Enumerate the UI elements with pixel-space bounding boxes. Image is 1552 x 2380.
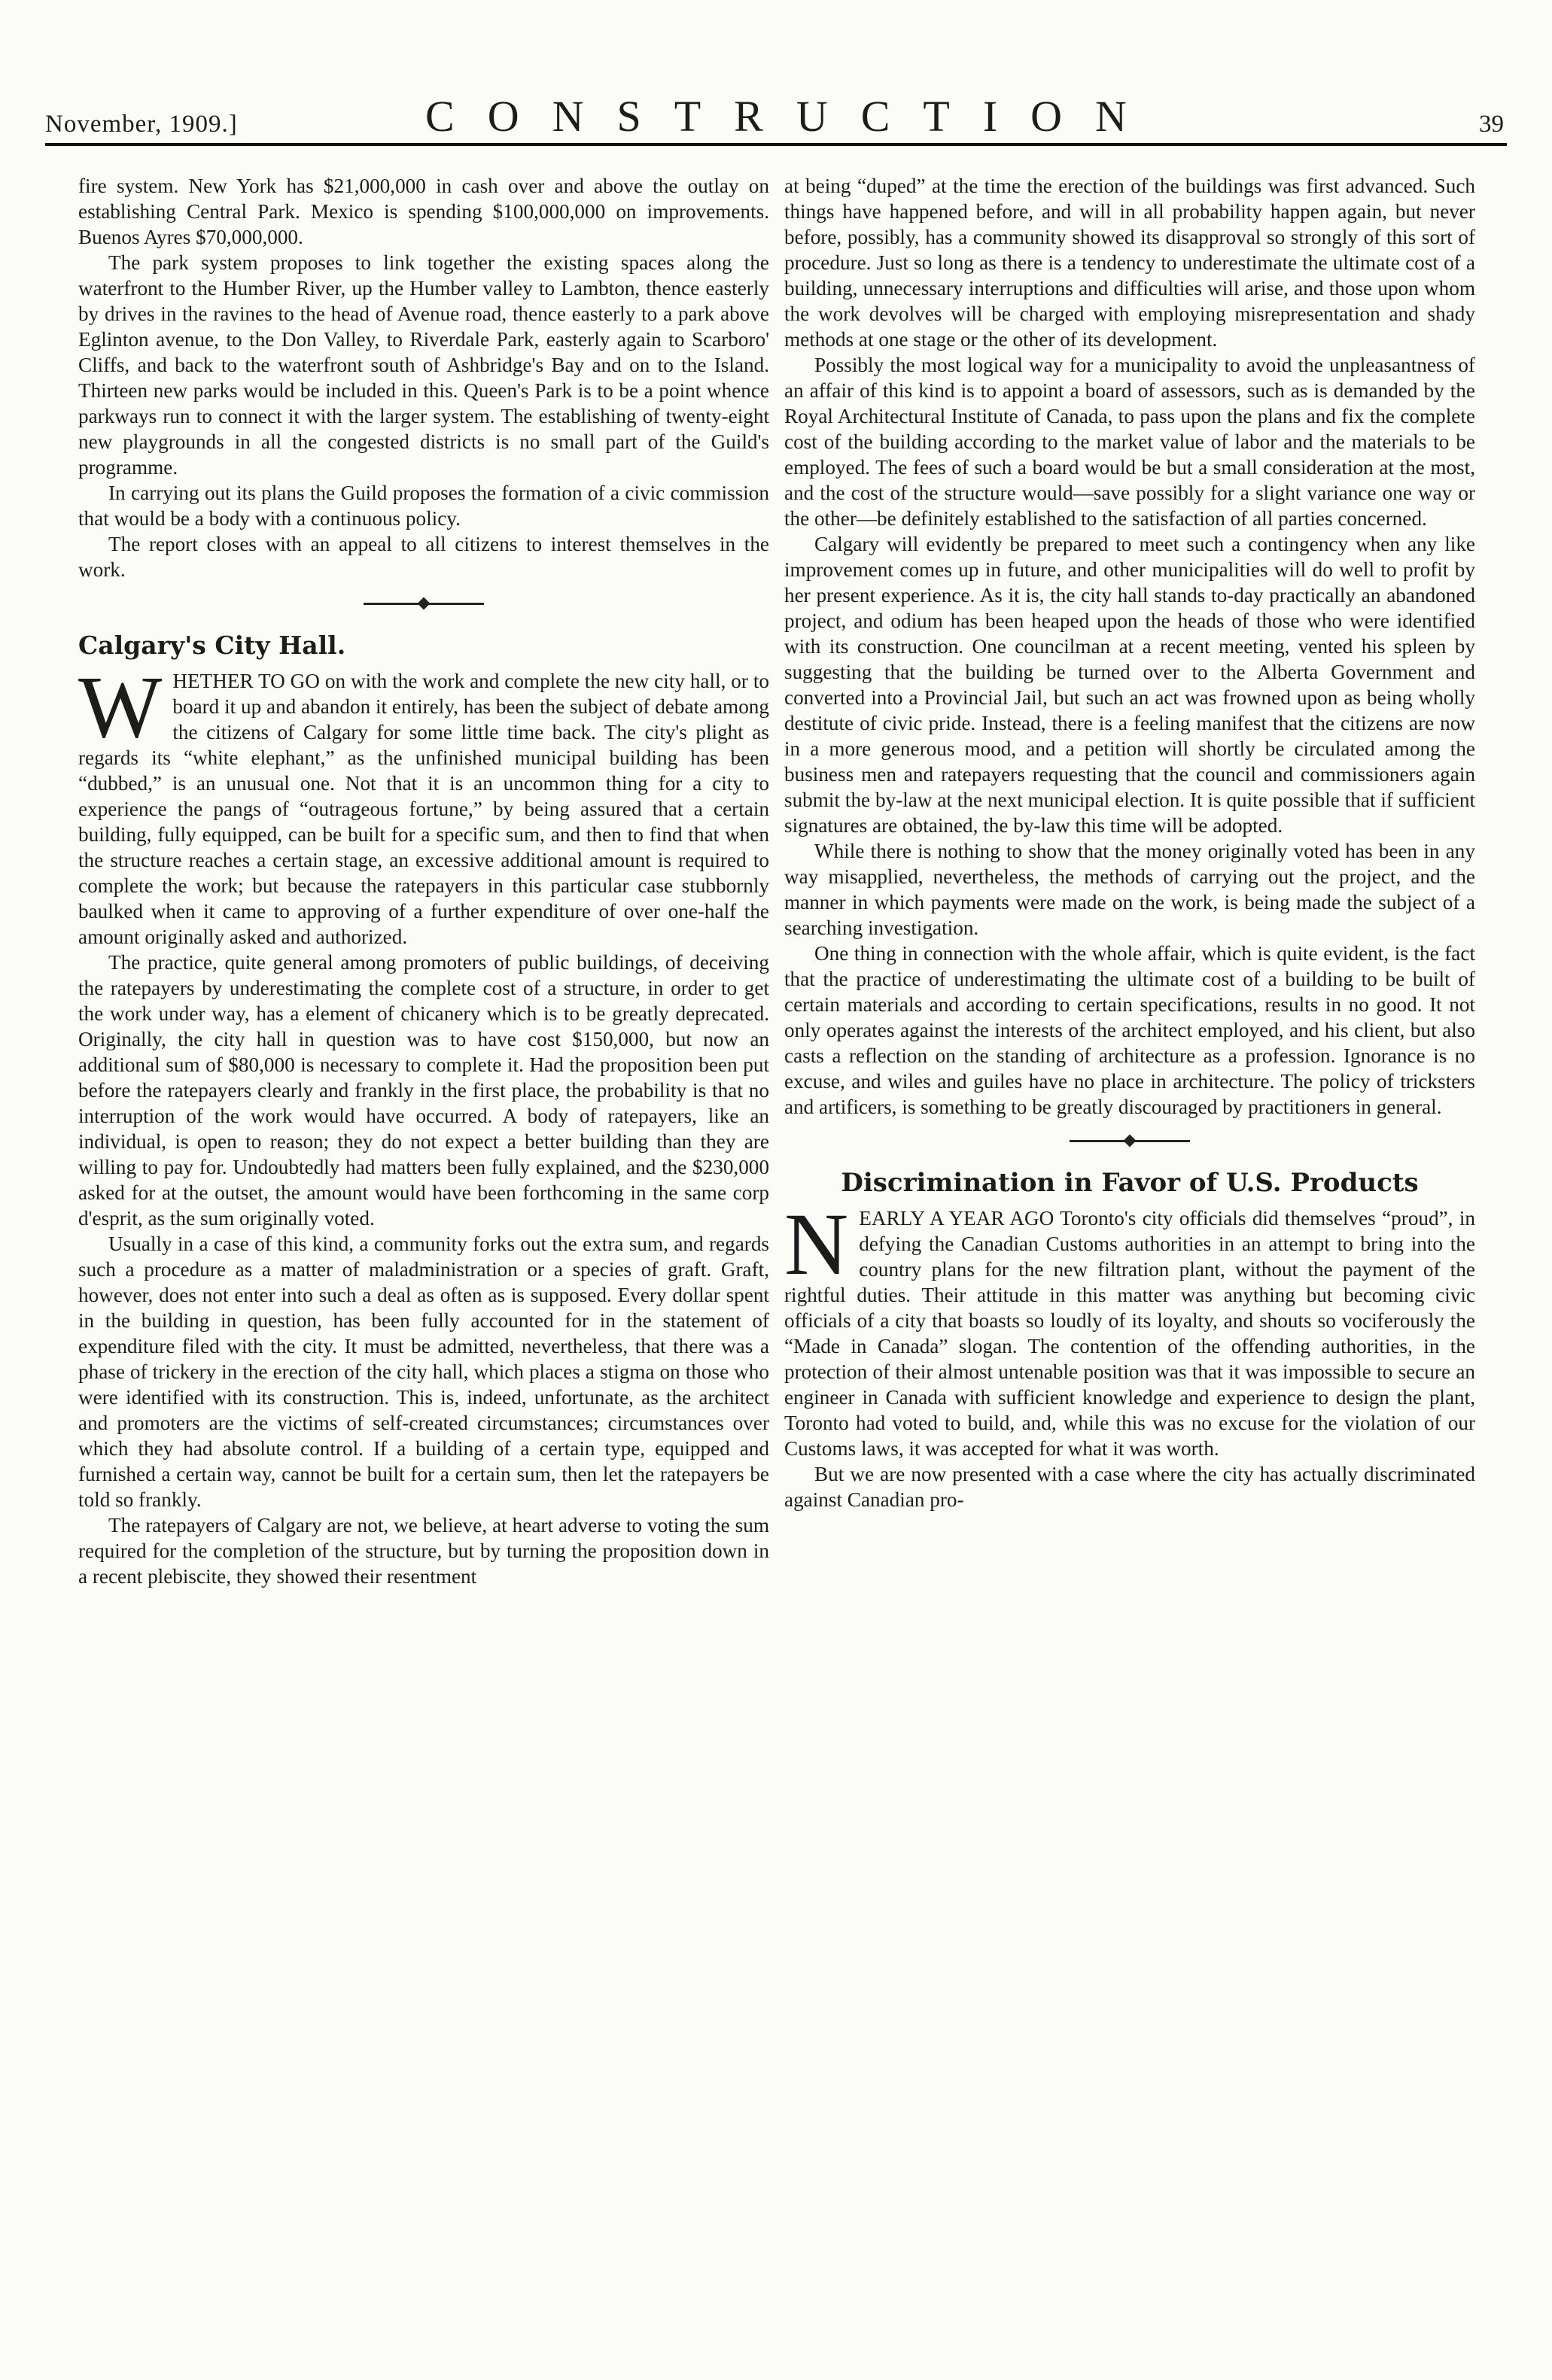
page-number: 39 xyxy=(1479,111,1504,138)
drop-cap: W xyxy=(78,658,163,756)
section-divider xyxy=(784,1120,1475,1162)
paragraph: While there is nothing to show that the money originally voted has been in any way misapplied, nevertheless, the methods of carrying out the project, and the manner in which payments were made on the work, is being made the subject of a searching investigation. xyxy=(784,840,1475,939)
paragraph: But we are now presented with a case where the city has actually discriminated against Canadian pro- xyxy=(784,1463,1475,1511)
issue-date: November, 1909.] xyxy=(45,111,238,138)
paragraph: fire system. New York has $21,000,000 in cash over and above the outlay on establishing Central Park. Mexico is spending $100,000,000 on improvements. Buenos Ayres $70,000,000. xyxy=(78,175,769,248)
paragraph: The practice, quite general among promoters of public buildings, of deceiving the ratepayers by underestimating the complete cost of a structure, in order to get the work under way, has a element of chicanery which is to be greatly deprecated. Originally, the city hall in question was to have cost $150,000, but now an additional sum of $80,000 is necessary to complete it. Had the proposition been put before the ratepayers clearly and frankly in the first place, the probability is that no interruption of the work would have occurred. A body of ratepayers, like an individual, is open to reason; they do not expect a better building than they are willing to pay for. Undoubtedly had matters been fully explained, and the $230,000 asked for at the outset, the amount would have been forthcoming in the same corp d'esprit, as the sum originally voted. xyxy=(78,951,769,1230)
article-title: Discrimination in Favor of U.S. Products xyxy=(841,1168,1419,1198)
running-header xyxy=(45,83,1507,146)
paragraph: The park system proposes to link together the existing spaces along the waterfront to the Humber River, up the Humber valley to Lambton, thence easterly by drives in the ravines to the head of Avenue road, thence easterly to a park above Eglinton avenue, to the Don Valley, to Riverdale Park, easterly again to Scarboro' Cliffs, and back to the waterfront south of Ashbridge's Bay and on to the Island. Thirteen new parks would be included in this. Queen's Park is to be a point whence parkways run to connect it with the larger system. The establishing of twenty-eight new playgrounds in all the congested districts is no small part of the Guild's programme. xyxy=(78,251,769,479)
drop-cap: N xyxy=(784,1195,849,1293)
paragraph: The ratepayers of Calgary are not, we believe, at heart adverse to voting the sum required for the completion of the structure, but by turning the proposition down in a recent plebiscite, they showed their resentment xyxy=(78,1514,769,1588)
paragraph: Calgary will evidently be prepared to meet such a contingency when any like improvement comes up in future, and other municipalities will do well to profit by her present experience. As it is, the city hall stands to-day practically an abandoned project, and odium has been heaped upon the heads of those who were identified with its construction. One councilman at a recent meeting, vented his spleen by suggesting that the building be turned over to the Alberta Government and converted into a Provincial Jail, but such an act was frowned upon as being wholly destitute of civic pride. Instead, there is a feeling manifest that the citizens are now in a more generous mood, and a petition will shortly be circulated among the business men and ratepayers requesting that the council and commissioners again submit the by-law at the next municipal election. It is quite possible that if sufficient signatures are obtained, the by-law this time will be adopted. xyxy=(784,533,1475,837)
paragraph: The report closes with an appeal to all citizens to interest themselves in the work. xyxy=(78,533,769,581)
magazine-title: CONSTRUCTION xyxy=(425,92,1160,141)
article-title: Calgary's City Hall. xyxy=(78,631,346,660)
right-column xyxy=(784,173,1475,1512)
lead-paragraph xyxy=(78,658,769,950)
paragraph: Usually in a case of this kind, a community forks out the extra sum, and regards such a procedure as a matter of maladministration or a species of graft. Graft, however, does not enter into such a deal as often as is supposed. Every dollar spent in the building in question, has been fully accounted for in the statement of expenditure filed with the city. It must be admitted, nevertheless, that there was a phase of trickery in the erection of the city hall, which places a stigma on those who were identified with its construction. This is, indeed, unfortunate, as the architect and promoters are the victims of self-created circumstances; circumstances over which they had absolute control. If a building of a certain type, equipped and furnished a certain way, cannot be built for a certain sum, then let the ratepayers be told so frankly. xyxy=(78,1233,769,1511)
lead-text: HETHER TO GO on with the work and complete the new city hall, or to board it up and abandon it entirely, has been the subject of debate among the citizens of Calgary for some little time back. The city's plight as regards its “white elephant,” as the unfinished municipal building has been “dubbed,” is an unusual one. Not that it is an uncommon thing for a city to experience the pangs of “outrageous fortune,” by being assured that a certain building, fully equipped, can be built for a specific sum, and then to find that when the structure reaches a certain stage, an excessive additional amount is required to complete the work; but because the ratepayers in this particular case stubbornly baulked when it came to approving of a further expenditure of over one-half the amount originally asked and authorized. xyxy=(78,670,769,948)
lead-paragraph xyxy=(784,1195,1475,1461)
left-column xyxy=(78,173,769,1589)
paragraph: In carrying out its plans the Guild proposes the formation of a civic commission that would be a body with a continuous policy. xyxy=(78,482,769,530)
paragraph: Possibly the most logical way for a municipality to avoid the unpleasantness of an affair of this kind is to appoint a board of assessors, such as is demanded by the Royal Architectural Institute of Canada, to pass upon the plans and fix the complete cost of the building according to the market value of labor and the materials to be employed. The fees of such a board would be but a small consideration at the most, and the cost of the structure would—save possibly for a slight variance one way or the other—be definitely established to the satisfaction of all parties concerned. xyxy=(784,354,1475,530)
paragraph: at being “duped” at the time the erection of the buildings was first advanced. Such things have happened before, and will in all probability happen again, but never before, possibly, has a community showed its disapproval so strongly of this sort of procedure. Just so long as there is a tendency to underestimate the ultimate cost of a building, unnecessary interruptions and difficulties will arise, and those upon whom the work devolves will be charged with employing misrepresentation and shady methods at one stage or the other of its development. xyxy=(784,175,1475,351)
section-divider xyxy=(78,582,769,625)
paragraph: One thing in connection with the whole affair, which is quite evident, is the fact that the practice of underestimating the ultimate cost of a building to be built of certain materials and according to certain specifications, results in no good. It not only operates against the interests of the architect employed, and his client, but also casts a reflection on the standing of architecture as a profession. Ignorance is no excuse, and wiles and guiles have no place in architecture. The policy of tricksters and artificers, is something to be greatly discouraged by practitioners in general. xyxy=(784,942,1475,1118)
lead-text: EARLY A YEAR AGO Toronto's city officials did themselves “proud”, in defying the Canadian Customs authorities in an attempt to bring into the country plans for the new filtration plant, without the payment of the rightful duties. Their attitude in this matter was anything but becoming civic officials of a city that boasts so loudly of its loyalty, and shouts so vociferously the “Made in Canada” slogan. The contention of the offending authorities, in the protection of their almost untenable position was that it was impossible to secure an engineer in Canada with sufficient knowledge and experience to design the plant, Toronto had voted to build, and, while this was no excuse for the violation of our Customs laws, it was accepted for what it was worth. xyxy=(784,1207,1475,1460)
